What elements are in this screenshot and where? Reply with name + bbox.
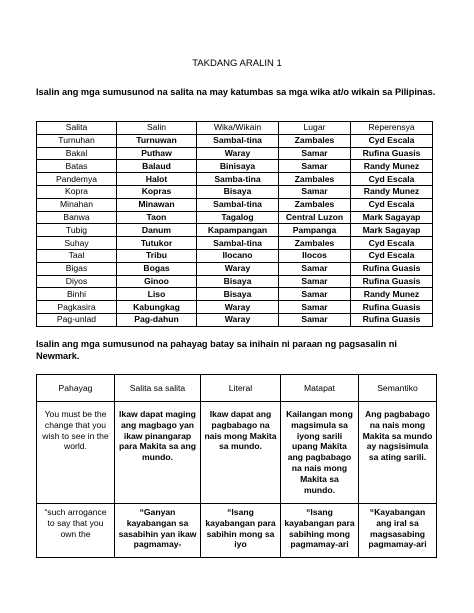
lugar-cell: Zambales [279, 173, 351, 186]
lugar-cell: Ilocos [279, 249, 351, 262]
salita-cell: Kopra [37, 185, 117, 198]
table-row [37, 237, 433, 250]
reperensya-cell: Rufina Guasis [351, 275, 433, 288]
header-pahayag: Pahayag [37, 375, 115, 402]
instruction-2: Isalin ang mga sumusunod na pahayag batay sa inihain ni paraan ng pagsasalin ni Newmark. [36, 339, 397, 361]
matapat-cell: “Isang kayabangan para sabihing mong pagmamay-ari [281, 504, 359, 558]
header-wika: Wika/Wikain [197, 122, 279, 135]
wika-cell: Sambal-tina [197, 134, 279, 147]
lugar-cell: Samar [279, 301, 351, 314]
reperensya-cell: Randy Munez [351, 185, 433, 198]
reperensya-cell: Randy Munez [351, 288, 433, 301]
lugar-cell: Samar [279, 147, 351, 160]
lugar-cell: Zambales [279, 198, 351, 211]
table-row [37, 301, 433, 314]
wika-cell: Sambal-tina [197, 198, 279, 211]
lugar-cell: Samar [279, 313, 351, 326]
reperensya-cell: Rufina Guasis [351, 262, 433, 275]
wika-cell: Waray [197, 147, 279, 160]
table-row [37, 275, 433, 288]
salita-sa-salita-cell: Ikaw dapat maging ang magbago yan ikaw pinangarap para Makita sa ang mundo. [115, 402, 201, 504]
salin-cell: Puthaw [117, 147, 197, 160]
table-row [37, 402, 437, 504]
literal-cell: “Isang kayabangan para sabihin mong sa iyo [201, 504, 281, 558]
salin-cell: Ginoo [117, 275, 197, 288]
reperensya-cell: Rufina Guasis [351, 313, 433, 326]
wika-cell: Waray [197, 301, 279, 314]
table-row [37, 313, 433, 326]
table-row [37, 211, 433, 224]
pahayag-cell: You must be the change that you wish to see in the world. [37, 402, 115, 504]
matapat-cell: Kailangan mong magsimula sa iyong sarili upang Makita ang pagbabago na nais mong Makita sa mundo. [281, 402, 359, 504]
wika-cell: Bisaya [197, 185, 279, 198]
wika-cell: Samba-tina [197, 173, 279, 186]
salin-cell: Tutukor [117, 237, 197, 250]
reperensya-cell: Cyd Escala [351, 173, 433, 186]
salita-cell: Pandemya [37, 173, 117, 186]
lugar-cell: Pampanga [279, 224, 351, 237]
salin-cell: Halot [117, 173, 197, 186]
table-row [37, 504, 437, 558]
salin-cell: Kopras [117, 185, 197, 198]
document-title: TAKDANG ARALIN 1 [192, 58, 282, 69]
reperensya-cell: Cyd Escala [351, 249, 433, 262]
table-row [37, 262, 433, 275]
reperensya-cell: Cyd Escala [351, 134, 433, 147]
wika-cell: Binisaya [197, 160, 279, 173]
lugar-cell: Samar [279, 185, 351, 198]
salita-cell: Turnuhan [37, 134, 117, 147]
semantiko-cell: Ang pagbabago na nais mong Makita sa mundo ay nagsisimula sa ating sarili. [359, 402, 437, 504]
pahayag-cell: “such arrogance to say that you own the [37, 504, 115, 558]
salin-cell: Pag-dahun [117, 313, 197, 326]
salin-cell: Bogas [117, 262, 197, 275]
salita-cell: Suhay [37, 237, 117, 250]
wika-cell: Waray [197, 262, 279, 275]
reperensya-cell: Cyd Escala [351, 237, 433, 250]
salita-cell: Binhi [37, 288, 117, 301]
salin-cell: Liso [117, 288, 197, 301]
reperensya-cell: Rufina Guasis [351, 147, 433, 160]
semantiko-cell: “Kayabangan ang iral sa magsasabing pagmamay-ari [359, 504, 437, 558]
salin-cell: Taon [117, 211, 197, 224]
header-salita: Salita [37, 122, 117, 135]
wika-cell: Waray [197, 313, 279, 326]
lugar-cell: Samar [279, 160, 351, 173]
lugar-cell: Zambales [279, 134, 351, 147]
salin-cell: Tribu [117, 249, 197, 262]
salita-cell: Batas [37, 160, 117, 173]
salita-cell: Minahan [37, 198, 117, 211]
salita-cell: Bigas [37, 262, 117, 275]
header-literal: Literal [201, 375, 281, 402]
wika-cell: Ilocano [197, 249, 279, 262]
salita-cell: Banwa [37, 211, 117, 224]
salita-cell: Tubig [37, 224, 117, 237]
reperensya-cell: Mark Sagayap [351, 224, 433, 237]
table-header-row [37, 375, 437, 402]
salita-cell: Bakal [37, 147, 117, 160]
header-salita-sa-salita: Salita sa salita [115, 375, 201, 402]
salita-cell: Diyos [37, 275, 117, 288]
salita-cell: Pagkasira [37, 301, 117, 314]
header-salin: Salin [117, 122, 197, 135]
lugar-cell: Samar [279, 288, 351, 301]
reperensya-cell: Rufina Guasis [351, 301, 433, 314]
translation-table [36, 121, 433, 327]
table-row [37, 134, 433, 147]
table-row [37, 249, 433, 262]
salin-cell: Balaud [117, 160, 197, 173]
wika-cell: Tagalog [197, 211, 279, 224]
table-row [37, 288, 433, 301]
salin-cell: Turnuwan [117, 134, 197, 147]
wika-cell: Bisaya [197, 275, 279, 288]
lugar-cell: Central Luzon [279, 211, 351, 224]
salin-cell: Kabungkag [117, 301, 197, 314]
table-row [37, 185, 433, 198]
salin-cell: Minawan [117, 198, 197, 211]
header-reperensya: Reperensya [351, 122, 433, 135]
table-row [37, 160, 433, 173]
table-row [37, 173, 433, 186]
table-header-row [37, 122, 433, 135]
salin-cell: Danum [117, 224, 197, 237]
header-matapat: Matapat [281, 375, 359, 402]
literal-cell: Ikaw dapat ang pagbabago na nais mong Makita sa mundo. [201, 402, 281, 504]
reperensya-cell: Randy Munez [351, 160, 433, 173]
wika-cell: Bisaya [197, 288, 279, 301]
wika-cell: Sambal-tina [197, 237, 279, 250]
lugar-cell: Zambales [279, 237, 351, 250]
header-semantiko: Semantiko [359, 375, 437, 402]
salita-sa-salita-cell: “Ganyan kayabangan sa sasabihin yan ikaw pagmamay- [115, 504, 201, 558]
salita-cell: Pag-unlad [37, 313, 117, 326]
reperensya-cell: Cyd Escala [351, 198, 433, 211]
newmark-table [36, 374, 437, 558]
table-row [37, 147, 433, 160]
instruction-1: Isalin ang mga sumusunod na salita na may katumbas sa mga wika at/o wikain sa Pilipinas. [36, 87, 436, 97]
salita-cell: Taal [37, 249, 117, 262]
table-row [37, 198, 433, 211]
wika-cell: Kapampangan [197, 224, 279, 237]
table-row [37, 224, 433, 237]
lugar-cell: Samar [279, 262, 351, 275]
reperensya-cell: Mark Sagayap [351, 211, 433, 224]
lugar-cell: Samar [279, 275, 351, 288]
header-lugar: Lugar [279, 122, 351, 135]
